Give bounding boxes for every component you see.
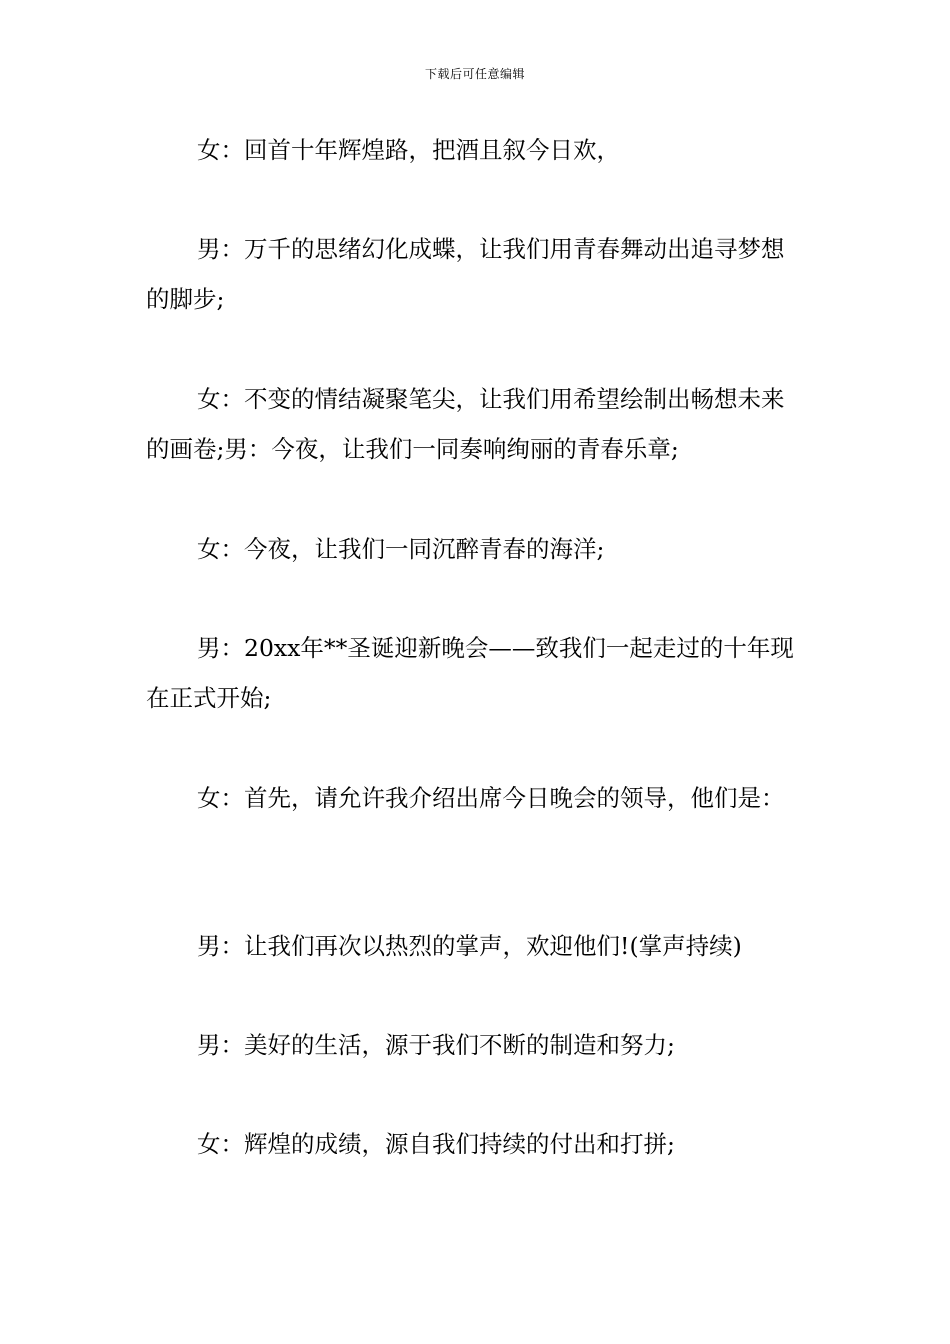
paragraph-2: 男：万千的思绪幻化成蝶，让我们用青春舞动出追寻梦想的脚步; [146,235,785,313]
paragraph-1: 女：回首十年辉煌路，把酒且叙今日欢， [197,136,620,164]
paragraph-5: 男：20xx年**圣诞迎新晚会——致我们一起走过的十年现在正式开始; [146,634,794,712]
paragraph-6: 女：首先，请允许我介绍出席今日晚会的领导，他们是： [197,784,785,812]
paragraph-7: 男：让我们再次以热烈的掌声，欢迎他们!(掌声持续) [197,932,742,960]
page-header-note: 下载后可任意编辑 [424,67,525,81]
paragraph-3: 女：不变的情结凝聚笔尖，让我们用希望绘制出畅想未来的画卷;男：今夜，让我们一同奏响绚丽的青春乐章; [146,385,785,463]
paragraph-8: 男：美好的生活，源于我们不断的制造和努力; [197,1031,675,1059]
paragraph-9: 女：辉煌的成绩，源自我们持续的付出和打拼; [197,1130,675,1158]
paragraph-4: 女：今夜，让我们一同沉醉青春的海洋; [197,535,605,563]
